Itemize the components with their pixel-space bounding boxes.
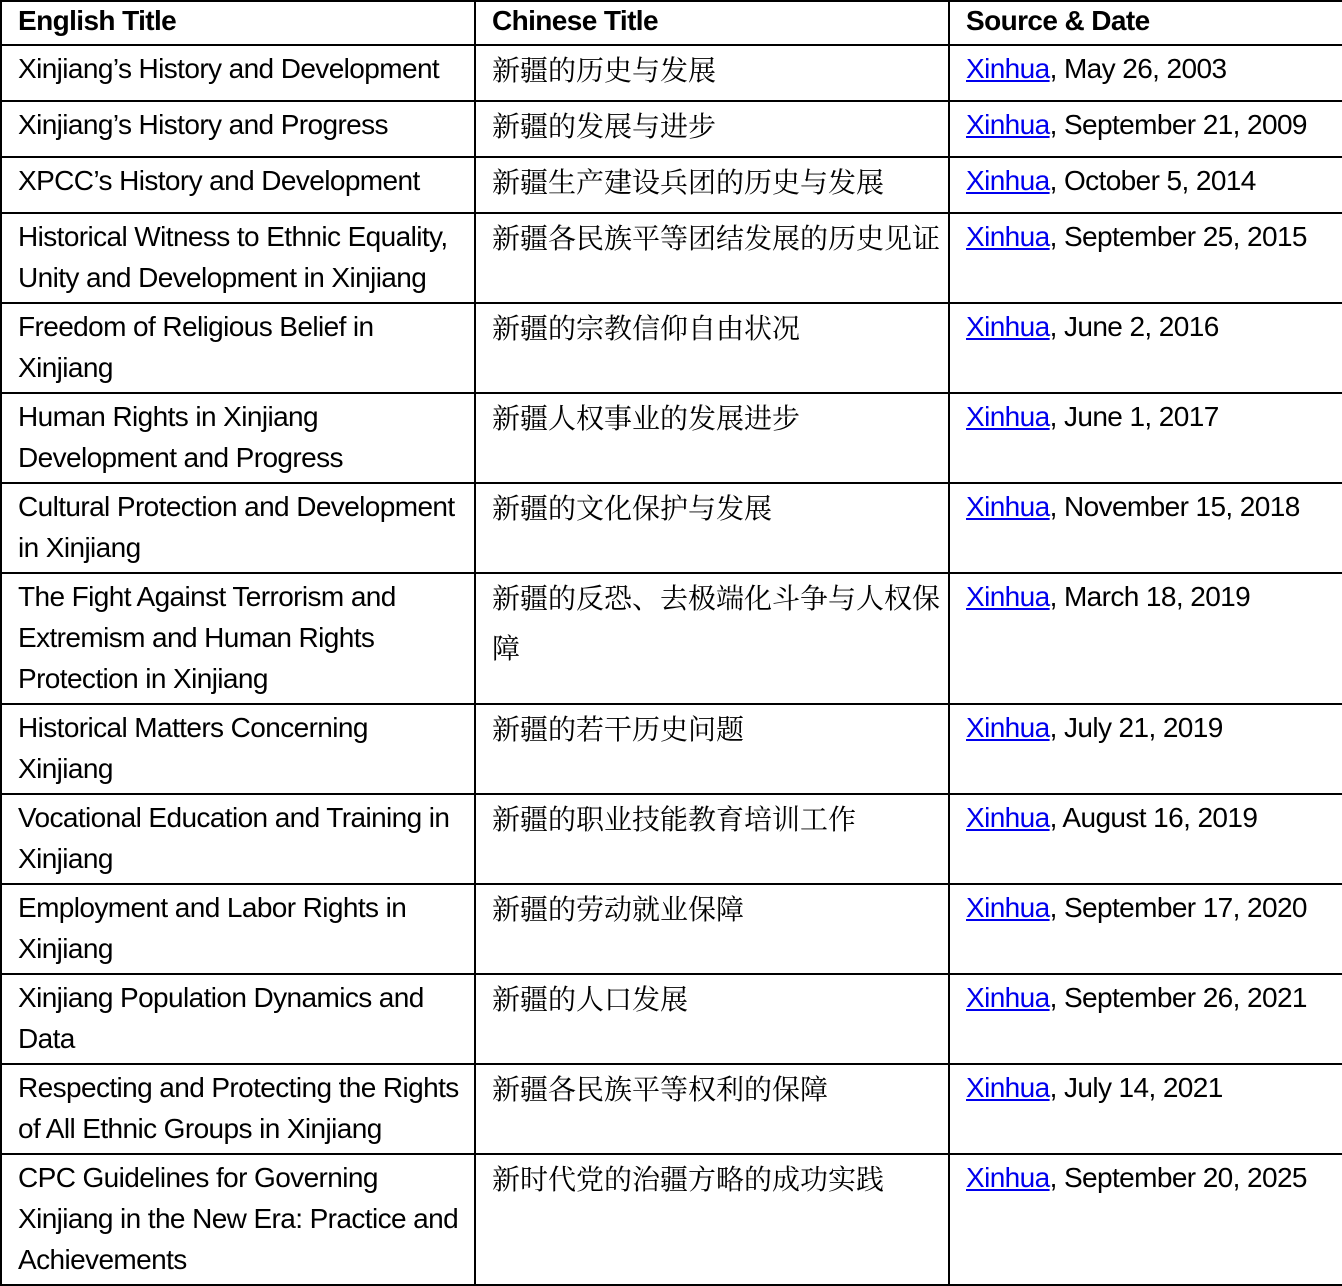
source-link[interactable]: Xinhua	[966, 1162, 1050, 1193]
english-title: Respecting and Protecting the Rights of All Ethnic Groups in Xinjiang	[18, 1072, 459, 1144]
source-link[interactable]: Xinhua	[966, 53, 1050, 84]
chinese-title: 新疆的劳动就业保障	[492, 893, 745, 926]
source-link[interactable]: Xinhua	[966, 982, 1050, 1013]
table-row	[1, 101, 1342, 157]
chinese-title-cell	[475, 101, 949, 157]
source-link[interactable]: Xinhua	[966, 311, 1050, 342]
english-title: The Fight Against Terrorism and Extremism and Human Rights Protection in Xinjiang	[18, 581, 396, 694]
english-title: Historical Witness to Ethnic Equality, Unity and Development in Xinjiang	[18, 221, 448, 293]
chinese-title-cell	[475, 573, 949, 704]
publication-date: , September 17, 2020	[1049, 892, 1307, 923]
source-date-cell	[949, 704, 1342, 794]
source-link[interactable]: Xinhua	[966, 1072, 1050, 1103]
table-row	[1, 157, 1342, 213]
chinese-title: 新疆生产建设兵团的历史与发展	[492, 166, 885, 199]
chinese-title: 新疆人权事业的发展进步	[492, 402, 801, 435]
source-date-cell	[949, 884, 1342, 974]
source-date-cell	[949, 794, 1342, 884]
english-title-cell	[1, 884, 475, 974]
source-date-cell	[949, 1154, 1342, 1285]
source-link[interactable]: Xinhua	[966, 401, 1050, 432]
source-link[interactable]: Xinhua	[966, 491, 1050, 522]
chinese-title-cell	[475, 1154, 949, 1285]
source-date-cell	[949, 393, 1342, 483]
chinese-title: 新疆的反恐、去极端化斗争与人权保障	[492, 582, 941, 665]
english-title-cell	[1, 45, 475, 101]
chinese-title-cell	[475, 157, 949, 213]
header-row	[1, 1, 1342, 45]
source-date-cell	[949, 573, 1342, 704]
table-row	[1, 45, 1342, 101]
chinese-title-cell	[475, 1064, 949, 1154]
table-row	[1, 884, 1342, 974]
publication-date: , March 18, 2019	[1049, 581, 1251, 612]
source-link[interactable]: Xinhua	[966, 892, 1050, 923]
chinese-title: 新时代党的治疆方略的成功实践	[492, 1163, 885, 1196]
english-title: XPCC’s History and Development	[18, 165, 420, 196]
publication-date: , July 21, 2019	[1049, 712, 1223, 743]
publication-date: , October 5, 2014	[1049, 165, 1256, 196]
source-date-cell	[949, 45, 1342, 101]
source-link[interactable]: Xinhua	[966, 712, 1050, 743]
chinese-title: 新疆各民族平等团结发展的历史见证	[492, 222, 941, 255]
publication-date: , May 26, 2003	[1049, 53, 1227, 84]
source-link[interactable]: Xinhua	[966, 109, 1050, 140]
source-date-cell	[949, 101, 1342, 157]
publication-date: , June 1, 2017	[1049, 401, 1219, 432]
publication-date: , July 14, 2021	[1049, 1072, 1223, 1103]
header-chinese-title: Chinese Title	[475, 1, 949, 45]
chinese-title: 新疆的宗教信仰自由状况	[492, 312, 801, 345]
publication-date: , November 15, 2018	[1049, 491, 1300, 522]
source-date-cell	[949, 157, 1342, 213]
chinese-title-cell	[475, 884, 949, 974]
english-title-cell	[1, 1154, 475, 1285]
english-title-cell	[1, 393, 475, 483]
table-body	[1, 45, 1342, 1285]
chinese-title-cell	[475, 704, 949, 794]
english-title-cell	[1, 794, 475, 884]
english-title: Historical Matters Concerning Xinjiang	[18, 712, 368, 784]
chinese-title: 新疆的文化保护与发展	[492, 492, 773, 525]
english-title-cell	[1, 573, 475, 704]
english-title: Xinjiang’s History and Progress	[18, 109, 388, 140]
publication-date: , September 26, 2021	[1049, 982, 1307, 1013]
english-title: Vocational Education and Training in Xinjiang	[18, 802, 450, 874]
chinese-title-cell	[475, 483, 949, 573]
header-source-date: Source & Date	[949, 1, 1342, 45]
source-link[interactable]: Xinhua	[966, 165, 1050, 196]
publication-date: , September 21, 2009	[1049, 109, 1307, 140]
source-date-cell	[949, 483, 1342, 573]
source-date-cell	[949, 213, 1342, 303]
chinese-title-cell	[475, 303, 949, 393]
english-title-cell	[1, 157, 475, 213]
english-title: Cultural Protection and Development in Xinjiang	[18, 491, 455, 563]
table-row	[1, 704, 1342, 794]
chinese-title: 新疆的若干历史问题	[492, 713, 745, 746]
english-title: Employment and Labor Rights in Xinjiang	[18, 892, 407, 964]
table-row	[1, 1064, 1342, 1154]
chinese-title-cell	[475, 794, 949, 884]
header-english-title: English Title	[1, 1, 475, 45]
english-title-cell	[1, 303, 475, 393]
chinese-title: 新疆的职业技能教育培训工作	[492, 803, 857, 836]
publication-date: , September 20, 2025	[1049, 1162, 1307, 1193]
chinese-title-cell	[475, 45, 949, 101]
chinese-title-cell	[475, 393, 949, 483]
source-link[interactable]: Xinhua	[966, 581, 1050, 612]
english-title-cell	[1, 101, 475, 157]
publication-date: , June 2, 2016	[1049, 311, 1219, 342]
source-link[interactable]: Xinhua	[966, 221, 1050, 252]
english-title: Xinjiang’s History and Development	[18, 53, 440, 84]
english-title-cell	[1, 213, 475, 303]
english-title-cell	[1, 483, 475, 573]
english-title: CPC Guidelines for Governing Xinjiang in the New Era: Practice and Achievements	[18, 1162, 459, 1275]
source-link[interactable]: Xinhua	[966, 802, 1050, 833]
english-title-cell	[1, 974, 475, 1064]
chinese-title: 新疆各民族平等权利的保障	[492, 1073, 829, 1106]
table-header	[1, 1, 1342, 45]
table-row	[1, 393, 1342, 483]
table-row	[1, 1154, 1342, 1285]
chinese-title: 新疆的人口发展	[492, 983, 689, 1016]
english-title-cell	[1, 704, 475, 794]
table-row	[1, 213, 1342, 303]
english-title: Freedom of Religious Belief in Xinjiang	[18, 311, 374, 383]
table-row	[1, 303, 1342, 393]
table-row	[1, 573, 1342, 704]
chinese-title-cell	[475, 213, 949, 303]
chinese-title: 新疆的发展与进步	[492, 110, 717, 143]
table-row	[1, 794, 1342, 884]
english-title: Human Rights in Xinjiang Development and Progress	[18, 401, 343, 473]
table-row	[1, 974, 1342, 1064]
english-title-cell	[1, 1064, 475, 1154]
table-row	[1, 483, 1342, 573]
source-date-cell	[949, 303, 1342, 393]
chinese-title-cell	[475, 974, 949, 1064]
publication-date: , September 25, 2015	[1049, 221, 1307, 252]
source-date-cell	[949, 1064, 1342, 1154]
publication-date: , August 16, 2019	[1049, 802, 1258, 833]
chinese-title: 新疆的历史与发展	[492, 54, 717, 87]
source-date-cell	[949, 974, 1342, 1064]
english-title: Xinjiang Population Dynamics and Data	[18, 982, 424, 1054]
